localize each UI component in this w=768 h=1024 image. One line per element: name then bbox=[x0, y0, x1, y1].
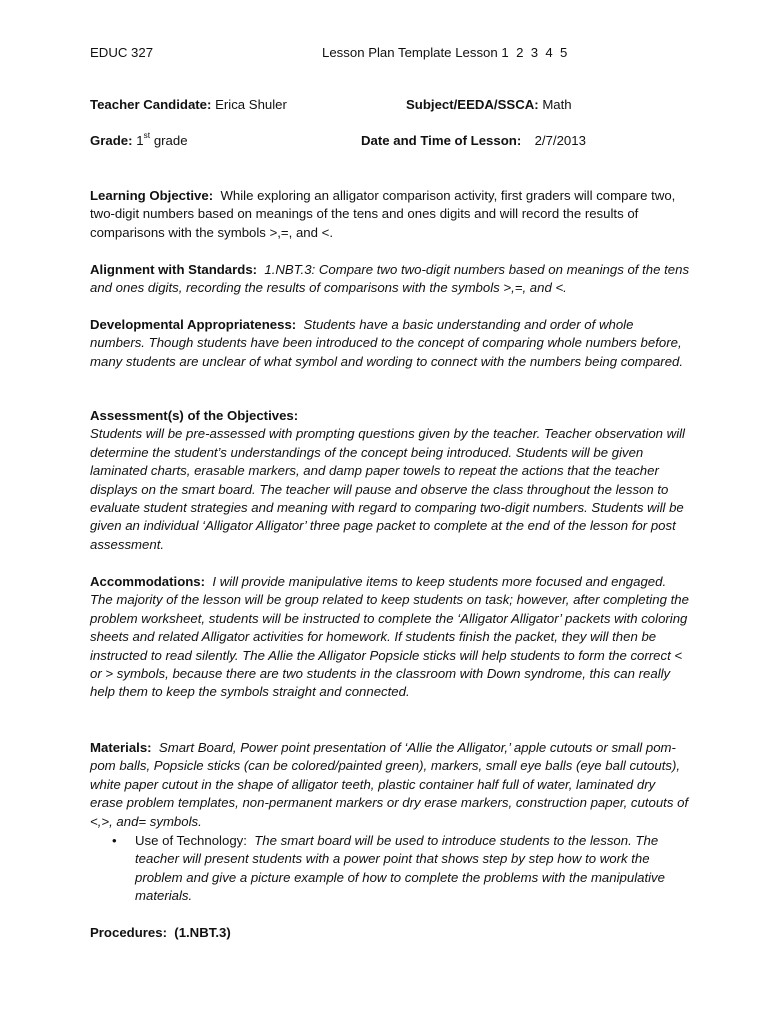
procedures-label: Procedures: bbox=[90, 925, 167, 940]
teacher-label: Teacher Candidate: bbox=[90, 97, 212, 112]
technology-label: Use of Technology: bbox=[135, 833, 247, 848]
learning-objective-section bbox=[90, 187, 690, 242]
accommodations-text: I will provide manipulative items to keep students more focused and engaged. The majority of the lesson will be group related to keep students on task; however, after completing the problem worksheet, students will be instructed to complete the ‘Alligator Alligator’ packets with coloring sheets and related Alligator activities for homework. If students finish the packet, they will then be instructed to read silently. The Allie the Alligator Popsicle sticks will help students to form the correct < or > symbols, because there are two students in the classroom with Down syndrome, this can really help them to keep the symbols straight and connected. bbox=[90, 574, 689, 700]
date-label: Date and Time of Lesson: bbox=[361, 133, 522, 148]
bullet-icon: • bbox=[112, 833, 117, 848]
course-code: EDUC 327 bbox=[90, 45, 154, 60]
developmental-section bbox=[90, 316, 690, 371]
assessment-text: Students will be pre-assessed with prompting questions given by the teacher. Teacher observation will determine the student’s understandings of the concept being introduced. Students will be given laminated charts, erasable markers, and damp paper towels to repeat the actions that the teacher displays on the smart board. The teacher will pause and observe the class throughout the lesson to evaluate student strategies and meaning with regard to comparing two-digit numbers. Students will be given an individual ‘Alligator Alligator’ three page packet to complete at the end of the lesson for post assessment. bbox=[90, 426, 685, 552]
grade-word: grade bbox=[153, 133, 188, 148]
grade-number: 1 bbox=[136, 133, 144, 148]
standards-section bbox=[90, 261, 690, 298]
accommodations-section bbox=[90, 573, 690, 702]
template-label: Lesson Plan Template bbox=[322, 45, 452, 60]
accommodations-label: Accommodations: bbox=[90, 574, 206, 589]
developmental-text: Students have a basic understanding and order of whole numbers. Though students have been introduced to the concept of comparing whole numbers before, many students are unclear of what symbol and wording to connect with the numbers being compared. bbox=[90, 317, 684, 369]
learning-objective-label: Learning Objective: bbox=[90, 188, 214, 203]
materials-section bbox=[90, 739, 690, 831]
assessment-label: Assessment(s) of the Objectives: bbox=[90, 408, 299, 423]
procedures-code: (1.NBT.3) bbox=[174, 925, 231, 940]
developmental-label: Developmental Appropriateness: bbox=[90, 317, 297, 332]
teacher-candidate-field bbox=[90, 96, 287, 114]
procedures-heading bbox=[90, 924, 231, 942]
technology-text: The smart board will be used to introduce students to the lesson. The teacher will present students with a power point that shows step by step how to work the problem and give a picture example of how to complete the problems with the manipulative materials. bbox=[135, 833, 665, 904]
template-title bbox=[322, 44, 567, 62]
materials-label: Materials: bbox=[90, 740, 152, 755]
materials-text: Smart Board, Power point presentation of ‘Allie the Alligator,’ apple cutouts or small pom-pom balls, Popsicle sticks (can be colored/painted green), markers, small eye balls (eye ball cutouts), white paper cutout in the shape of alligator teeth, plastic container half full of water, laminated dry erase problem templates, non-permanent markers or dry erase markers, construction paper, cutouts of <,>, and= symbols. bbox=[90, 740, 689, 829]
standards-text: 1.NBT.3: Compare two two-digit numbers based on meanings of the tens and ones digits, recording the results of comparisons with the symbols >,=, and <. bbox=[90, 262, 690, 296]
date-value: 2/7/2013 bbox=[534, 133, 586, 148]
grade-label: Grade: bbox=[90, 133, 133, 148]
date-field bbox=[361, 132, 586, 150]
subject-label: Subject/EEDA/SSCA: bbox=[406, 97, 539, 112]
lesson-label: Lesson bbox=[455, 45, 498, 60]
subject-field bbox=[406, 96, 572, 114]
subject-value: Math bbox=[542, 97, 572, 112]
teacher-value: Erica Shuler bbox=[215, 97, 287, 112]
assessment-section bbox=[90, 407, 690, 554]
standards-label: Alignment with Standards: bbox=[90, 262, 258, 277]
grade-suffix: st bbox=[143, 129, 151, 140]
learning-objective-text: While exploring an alligator comparison activity, first graders will compare two, two-digit numbers based on meanings of the tens and ones digits and will record the results of comparisons with the symbols >,=, and <. bbox=[90, 188, 676, 240]
grade-field bbox=[90, 129, 188, 150]
lesson-numbers: 1 2 3 4 5 bbox=[501, 45, 568, 60]
